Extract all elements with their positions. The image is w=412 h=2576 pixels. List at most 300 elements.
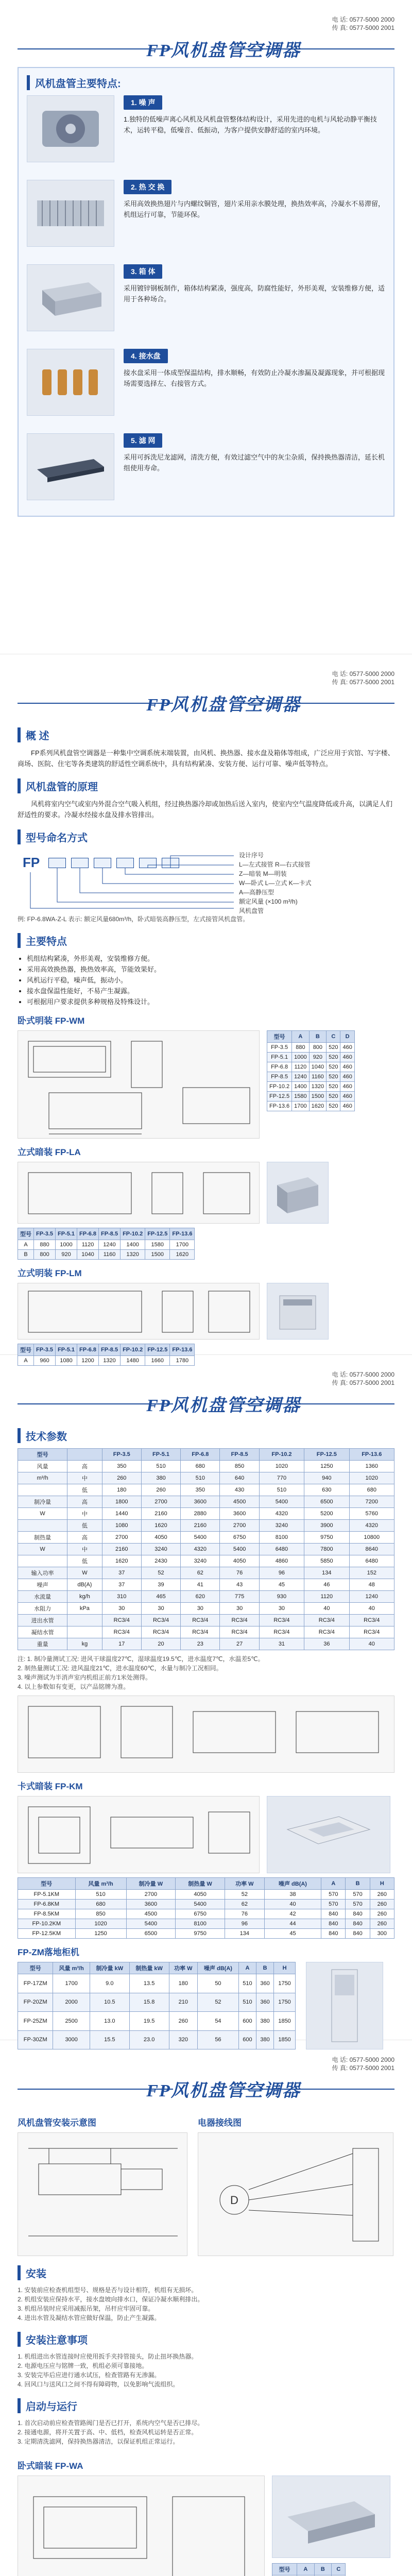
feature-filter [27, 433, 385, 511]
table-cell: 低 [67, 1520, 102, 1532]
brand-title: FP风机盘管空调器 [146, 1396, 301, 1415]
valve-photo [27, 349, 114, 416]
table-cell: 510 [75, 1890, 126, 1900]
table-cell: 3240 [259, 1520, 304, 1532]
table-cell: 1320 [99, 1356, 121, 1366]
table-cell: 800 [34, 1250, 56, 1260]
table-cell: 1500 [309, 1092, 326, 1101]
table-cell: 770 [259, 1472, 304, 1484]
table-cell: 180 [169, 1974, 197, 1993]
table-cell: FP-12.5 [267, 1092, 292, 1101]
zm-heading: FP-ZM落地柜机 [18, 1947, 79, 1957]
table-cell: 2700 [220, 1520, 259, 1532]
overview-heading: 概 述 [18, 727, 394, 742]
table-cell: 1040 [77, 1250, 99, 1260]
table-cell: 9750 [304, 1532, 349, 1544]
table-cell: RC3/4 [349, 1615, 394, 1626]
table-cell: 850 [220, 1461, 259, 1472]
table-cell: 1020 [349, 1472, 394, 1484]
table-cell: 600 [238, 2012, 256, 2031]
catalog-page-2 [0, 654, 412, 1364]
table-cell: 高 [67, 1461, 102, 1472]
table-cell: FP-5.1 [267, 1053, 292, 1062]
step-line: 3. 机组吊装时应采用减振吊架，吊杆应牢固可靠。 [18, 2305, 154, 2312]
table-cell: 62 [181, 1567, 220, 1579]
phone-text: 电 话: 0577-5000 2000 [332, 16, 394, 23]
table-cell: 5760 [349, 1508, 394, 1520]
contact-block [332, 15, 394, 32]
table-cell: 1240 [349, 1591, 394, 1603]
table-cell: 46 [304, 1579, 349, 1591]
table-cell: 520 [327, 1053, 340, 1062]
table-cell: 300 [370, 1929, 394, 1939]
table-cell: 260 [370, 1890, 394, 1900]
table-cell: 3600 [181, 1496, 220, 1508]
table-cell: 中 [67, 1472, 102, 1484]
table-cell: 310 [102, 1591, 141, 1603]
table-header: C [332, 2564, 346, 2575]
table-cell: 30 [181, 1603, 220, 1615]
table-cell: 6750 [220, 1532, 259, 1544]
table-cell: 4320 [349, 1520, 394, 1532]
table-cell: 1000 [292, 1053, 309, 1062]
tech-table [18, 1448, 394, 1650]
model-code-prefix: FP [23, 855, 40, 870]
table-row [18, 1240, 195, 1250]
table-row [18, 1496, 394, 1508]
table-cell: 880 [34, 1240, 56, 1250]
km-block [18, 1796, 394, 1873]
table-cell: 1580 [145, 1240, 170, 1250]
table-cell: 1000 [56, 1240, 77, 1250]
table-cell: 30 [220, 1603, 259, 1615]
table-cell: 噪声 [18, 1579, 67, 1591]
step-line: 1. 安装前应检查机组型号、规格是否与设计相符，机组有无损坏。 [18, 2286, 198, 2294]
table-cell: 水流量 [18, 1591, 67, 1603]
model-code-diagram [18, 850, 394, 914]
table-cell: 2430 [141, 1555, 180, 1567]
table-cell: 56 [198, 2030, 239, 2049]
page-header [18, 2054, 394, 2104]
lm-block [18, 1283, 394, 1340]
lm-heading: 立式明装 FP-LM [18, 1268, 82, 1278]
km-drawing [18, 1796, 260, 1873]
table-row [267, 1062, 355, 1072]
table-cell: 13.0 [90, 2012, 129, 2031]
table-cell: 350 [102, 1461, 141, 1472]
table-header: FP-3.5 [34, 1228, 56, 1240]
table-cell: 4320 [259, 1508, 304, 1520]
table-cell: 3000 [53, 2030, 90, 2049]
table-row [18, 1591, 394, 1603]
table-cell: 62 [225, 1900, 264, 1909]
legend-line: L—左式接管 R—右式接管 [239, 861, 311, 868]
features-panel [18, 67, 394, 517]
table-cell: RC3/4 [141, 1615, 180, 1626]
table-header: A [238, 1962, 256, 1974]
table-cell: 4050 [141, 1532, 180, 1544]
table-cell: 凝结水管 [18, 1626, 67, 1638]
table-header: 型号 [272, 2564, 297, 2575]
table-cell: 1250 [304, 1461, 349, 1472]
phone-text: 电 话: 0577-5000 2000 [332, 1371, 394, 1378]
table-cell: 2160 [181, 1520, 220, 1532]
main-features-heading: 主要特点 [18, 933, 394, 948]
table-header: B [314, 2564, 331, 2575]
table-cell: 7200 [349, 1496, 394, 1508]
table-cell: 15.5 [90, 2030, 129, 2049]
table-cell: 4050 [220, 1555, 259, 1567]
wiring-diagram [198, 2132, 393, 2256]
table-cell: 40 [349, 1603, 394, 1615]
table-cell: 3240 [141, 1544, 180, 1555]
naming-heading: 型号命名方式 [18, 829, 394, 844]
table-cell: 39 [141, 1579, 180, 1591]
startup-steps [18, 2418, 394, 2446]
table-cell: 570 [346, 1900, 370, 1909]
table-row [18, 1579, 394, 1591]
table-cell: 42 [264, 1909, 321, 1919]
table-header: FP-13.6 [170, 1228, 195, 1240]
table-header: 噪声 dB(A) [198, 1962, 239, 1974]
table-cell: 2000 [53, 1993, 90, 2012]
step-line: 3. 定期清洗滤网，保持换热器清洁，以保证机组正常运行。 [18, 2438, 179, 2445]
table-cell: 1850 [274, 2012, 296, 2031]
table-row [18, 1544, 394, 1555]
table-cell: 48 [349, 1579, 394, 1591]
table-header: FP-8.5 [99, 1228, 121, 1240]
table-cell: 460 [340, 1101, 354, 1111]
wa-table [272, 2563, 346, 2576]
feature-desc: 1.独特的低噪声离心风机及风机盘管整体结构设计，采用先进的电机与风轮动静平衡技术，运转平稳，低噪音、低振动，为客户提供安静舒适的室内环境。 [124, 115, 377, 134]
table-row [18, 1615, 394, 1626]
table-cell: 中 [67, 1544, 102, 1555]
feature-tag: 1. 噪 声 [124, 95, 162, 110]
table-cell: 风量 [18, 1461, 67, 1472]
km-table [18, 1877, 394, 1939]
table-cell: 10800 [349, 1532, 394, 1544]
table-cell: 1320 [309, 1082, 326, 1092]
km-unit-photo [267, 1796, 390, 1873]
table-cell: 1620 [102, 1555, 141, 1567]
table-cell: 1750 [274, 1993, 296, 2012]
note-line: 2. 制热量测试工况: 进风温度21℃，进水温度60℃，水量与制冷工况相同。 [18, 1665, 222, 1672]
table-cell: RC3/4 [349, 1626, 394, 1638]
table-cell: 460 [340, 1072, 354, 1082]
table-cell: FP-10.2 [267, 1082, 292, 1092]
table-cell: W [18, 1544, 67, 1555]
casing-photo [27, 264, 114, 331]
feature-desc: 采用镀锌钢板制作，箱体结构紧凑，强度高，防腐性能好，外形美观，安装维修方便，适用于各种场合。 [124, 284, 385, 303]
table-row [267, 1092, 355, 1101]
table-cell: 1120 [77, 1240, 99, 1250]
table-cell: 15.8 [129, 1993, 169, 2012]
table-cell: m³/h [18, 1472, 67, 1484]
table-cell: 510 [259, 1484, 304, 1496]
feature-tag: 5. 滤 网 [124, 433, 162, 448]
table-header: A [297, 2564, 314, 2575]
table-cell [18, 1484, 67, 1496]
table-cell: 2160 [102, 1544, 141, 1555]
table-cell: 380 [256, 2012, 274, 2031]
table-cell: 6500 [126, 1929, 176, 1939]
table-row [267, 1072, 355, 1082]
table-header: 风量 m³/h [53, 1962, 90, 1974]
table-row [18, 1909, 394, 1919]
feature-desc: 接水盘采用一体成型保温结构，排水顺畅，有效防止冷凝水渗漏及凝露现象，并可根据现场需要选择左、右接管方式。 [124, 369, 385, 387]
table-row [18, 1974, 296, 1993]
table-row [267, 1082, 355, 1092]
model-code-legend [239, 851, 312, 916]
table-cell: 460 [340, 1092, 354, 1101]
table-cell: 360 [256, 1993, 274, 2012]
table-cell: 43 [220, 1579, 259, 1591]
table-cell: 8100 [259, 1532, 304, 1544]
table-cell: 5400 [176, 1900, 225, 1909]
step-line: 4. 回风口与送风口之间不得有障碍物，以免影响气流组织。 [18, 2381, 179, 2388]
contact-block [332, 670, 394, 686]
table-row [18, 1890, 394, 1900]
table-cell: FP-8.5KM [18, 1909, 76, 1919]
table-cell: 260 [370, 1919, 394, 1929]
la-drawing [18, 1162, 260, 1224]
page-header [18, 1368, 394, 1419]
table-cell: RC3/4 [220, 1626, 259, 1638]
table-cell: RC3/4 [102, 1626, 141, 1638]
table-cell: 1040 [309, 1062, 326, 1072]
table-cell: 6480 [259, 1544, 304, 1555]
table-cell: 460 [340, 1062, 354, 1072]
table-cell: 134 [225, 1929, 264, 1939]
table-cell: 1750 [274, 1974, 296, 1993]
table-header: FP-6.8 [181, 1449, 220, 1461]
table-row [18, 1603, 394, 1615]
table-cell: 520 [327, 1072, 340, 1082]
table-header: FP-12.5 [145, 1344, 170, 1356]
table-cell: 低 [67, 1555, 102, 1567]
install-heading: 安装 [18, 2265, 394, 2280]
table-row [18, 1555, 394, 1567]
table-cell: 4860 [259, 1555, 304, 1567]
table-row [18, 1532, 394, 1544]
table-cell: 380 [256, 2030, 274, 2049]
table-header: 制冷量 kW [90, 1962, 129, 1974]
table-header: 型号 [267, 1031, 292, 1043]
table-cell: 13.5 [129, 1974, 169, 1993]
table-cell: 1800 [102, 1496, 141, 1508]
table-cell: 6500 [304, 1496, 349, 1508]
notice-heading: 安装注意事项 [18, 2332, 394, 2347]
table-cell: 1440 [102, 1508, 141, 1520]
table-header: 型号 [18, 1962, 53, 1974]
table-cell [18, 1555, 67, 1567]
table-cell: 52 [198, 1993, 239, 2012]
table-cell: A [18, 1356, 34, 1366]
table-header: FP-3.5 [34, 1344, 56, 1356]
legend-line: 额定风量 (×100 m³/h) [239, 898, 298, 905]
table-cell: 260 [370, 1909, 394, 1919]
feature-tag: 2. 热 交 换 [124, 180, 171, 194]
table-cell [67, 1626, 102, 1638]
table-header: C [327, 1031, 340, 1043]
startup-heading: 启动与运行 [18, 2398, 394, 2413]
table-cell: 680 [75, 1900, 126, 1909]
tech-drawing [18, 1696, 394, 1773]
table-header: FP-12.5 [145, 1228, 170, 1240]
table-cell: 800 [309, 1043, 326, 1053]
table-cell: W [18, 1508, 67, 1520]
table-header: FP-5.1 [56, 1344, 77, 1356]
table-cell: 1780 [170, 1356, 195, 1366]
table-cell: 30 [259, 1603, 304, 1615]
brand-title: FP风机盘管空调器 [146, 696, 301, 715]
table-cell: 96 [259, 1567, 304, 1579]
table-cell: 460 [340, 1043, 354, 1053]
table-row [18, 2012, 296, 2031]
table-cell: 510 [181, 1472, 220, 1484]
page-header [18, 668, 394, 718]
install-diagram [18, 2132, 187, 2256]
table-cell: 6750 [176, 1909, 225, 1919]
table-cell: 低 [67, 1484, 102, 1496]
table-row [18, 1919, 394, 1929]
table-cell: 37 [102, 1579, 141, 1591]
table-cell: RC3/4 [304, 1615, 349, 1626]
legend-line: W—卧式 L—立式 K—卡式 [239, 879, 312, 887]
coil-photo [27, 180, 114, 247]
wm-table [267, 1030, 355, 1111]
feature-desc: 采用高效换热翅片与内螺纹铜管，翅片采用亲水膜处理，换热效率高，冷凝水不易滞留，机组运行可靠，节能环保。 [124, 200, 385, 218]
table-header: B [309, 1031, 326, 1043]
table-cell: FP-12.5KM [18, 1929, 76, 1939]
table-cell: 260 [169, 2012, 197, 2031]
table-cell: A [18, 1240, 34, 1250]
table-cell: 152 [349, 1567, 394, 1579]
table-cell: 920 [309, 1053, 326, 1062]
table-cell: 1160 [309, 1072, 326, 1082]
list-item: • 机组结构紧凑，外形美观，安装维修方便。 [27, 953, 394, 964]
table-cell: 620 [181, 1591, 220, 1603]
table-cell: 1700 [170, 1240, 195, 1250]
table-cell: 1850 [274, 2030, 296, 2049]
table-header: FP-13.6 [170, 1344, 195, 1356]
table-cell: 19.5 [129, 2012, 169, 2031]
table-cell: 840 [346, 1919, 370, 1929]
table-header: 制热量 kW [129, 1962, 169, 1974]
table-header: 功率 W [169, 1962, 197, 1974]
table-cell: 850 [75, 1909, 126, 1919]
table-row [267, 1101, 355, 1111]
install-steps [18, 2285, 394, 2323]
table-header: 型号 [18, 1449, 67, 1461]
table-cell: 1480 [121, 1356, 145, 1366]
table-cell: 7800 [304, 1544, 349, 1555]
wm-drawing [18, 1030, 260, 1139]
note-line: 注: 1. 制冷量测试工况: 进风干球温度27℃，湿球温度19.5℃，进水温度7℃，水温差5℃。 [18, 1655, 264, 1663]
table-cell: 5400 [181, 1532, 220, 1544]
legend-line: 设计序号 [239, 852, 264, 859]
table-cell: FP-25ZM [18, 2012, 53, 2031]
table-header: 型号 [18, 1344, 34, 1356]
table-cell: 76 [225, 1909, 264, 1919]
table-cell: 高 [67, 1532, 102, 1544]
table-header: FP-8.5 [99, 1344, 121, 1356]
step-line: 2. 电源电压应与铭牌一致，机组必须可靠接地。 [18, 2362, 148, 2369]
table-header: H [370, 1878, 394, 1890]
principle-text: 风机将室内空气或室内外混合空气吸入机组，经过换热器冷却或加热后送入室内，使室内空气温度降低或升高，以满足人们舒适性的要求。冷凝水经接水盘及排水管排出。 [18, 800, 393, 819]
table-cell: 76 [220, 1567, 259, 1579]
table-cell: 30 [102, 1603, 141, 1615]
table-header: D [340, 1031, 354, 1043]
table-header: 噪声 dB(A) [264, 1878, 321, 1890]
table-row [267, 1053, 355, 1062]
table-row [18, 1900, 394, 1909]
table-header: FP-3.5 [102, 1449, 141, 1461]
table-cell: 31 [259, 1638, 304, 1650]
table-cell: 2880 [181, 1508, 220, 1520]
table-cell: kg/h [67, 1591, 102, 1603]
table-cell: 44 [264, 1919, 321, 1929]
table-cell: 360 [256, 1974, 274, 1993]
fax-text: 传 真: 0577-5000 2001 [332, 2064, 394, 2072]
table-header: 功率 W [225, 1878, 264, 1890]
brand-title: FP风机盘管空调器 [146, 41, 301, 60]
table-cell: 1080 [56, 1356, 77, 1366]
table-cell: 1660 [145, 1356, 170, 1366]
feature-drain-pan [27, 349, 385, 426]
table-row [18, 1638, 394, 1650]
feature-noise [27, 95, 385, 173]
wm-block [18, 1030, 394, 1139]
table-cell: 640 [220, 1472, 259, 1484]
table-header: B [256, 1962, 274, 1974]
legend-line: A—高静压型 [239, 889, 274, 896]
table-cell: 930 [259, 1591, 304, 1603]
table-header: FP-5.1 [141, 1449, 180, 1461]
feature-tag: 4. 接水盘 [124, 349, 168, 363]
table-cell: FP-6.8 [267, 1062, 292, 1072]
table-cell: RC3/4 [102, 1615, 141, 1626]
table-row [18, 1520, 394, 1532]
table-cell: 5400 [259, 1496, 304, 1508]
table-cell: 570 [321, 1890, 346, 1900]
table-cell: 1580 [292, 1092, 309, 1101]
table-cell: 5200 [304, 1508, 349, 1520]
table-cell: 4500 [220, 1496, 259, 1508]
table-cell: 3240 [181, 1555, 220, 1567]
feature-desc: 采用可拆洗尼龙滤网，清洗方便，有效过滤空气中的灰尘杂质，保持换热器清洁，延长机组使用寿命。 [124, 453, 385, 472]
naming-note: 例: FP-6.8WA-Z-L 表示: 额定风量680m³/h，卧式暗装高静压型，左式接管风机盘管。 [18, 916, 249, 923]
table-header: FP-10.2 [259, 1449, 304, 1461]
table-cell: 940 [304, 1472, 349, 1484]
catalog-page-3 [0, 1355, 412, 2043]
zm-block [18, 1962, 394, 2049]
table-cell: 430 [220, 1484, 259, 1496]
table-cell: 5400 [126, 1919, 176, 1929]
table-row [18, 1626, 394, 1638]
step-line: 1. 首次启动前应检查管路阀门是否已打开，系统内空气是否已排尽。 [18, 2419, 204, 2427]
table-cell: FP-3.5 [267, 1043, 292, 1053]
table-cell: 水阻力 [18, 1603, 67, 1615]
principle-heading: 风机盘管的原理 [18, 778, 394, 793]
svg-text:D: D [230, 2194, 238, 2207]
table-cell: 54 [198, 2012, 239, 2031]
contact-block [332, 1370, 394, 1387]
table-cell: 840 [346, 1909, 370, 1919]
table-cell: 38 [264, 1890, 321, 1900]
table-cell: 高 [67, 1496, 102, 1508]
feature-casing [27, 264, 385, 342]
